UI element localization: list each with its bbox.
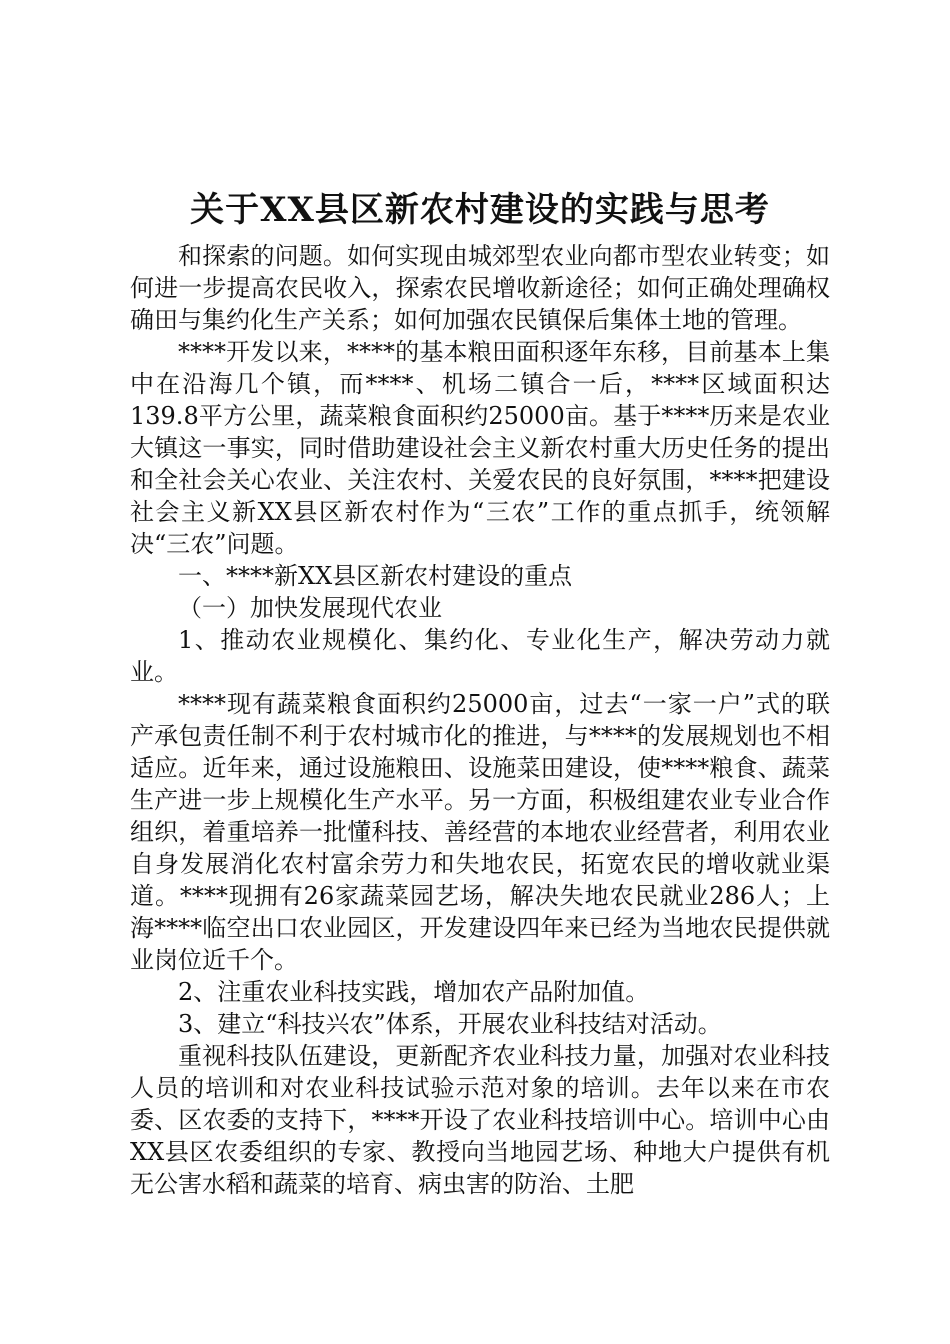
document-title: 关于XX县区新农村建设的实践与思考 [190, 190, 770, 230]
paragraph: ****现有蔬菜粮食面积约25000亩，过去“一家一户”式的联产承包责任制不利于农村城市化的推进，与****的发展规划也不相适应。近年来，通过设施粮田、设施菜田建设，使****粮食、蔬菜生产进一步上规模化生产水平。另一方面，积极组建农业专业合作组织，着重培养一批懂科技、善经营的本地农业经营者，利用农业自身发展消化农村富余劳力和失地农民，拓宽农民的增收就业渠道。****现拥有26家蔬菜园艺场，解决失地农民就业286人；上海****临空出口农业园区，开发建设四年来已经为当地农民提供就业岗位近千个。 [130, 690, 830, 974]
document-page [130, 188, 830, 1200]
paragraph: 和探索的问题。如何实现由城郊型农业向都市型农业转变；如何进一步提高农民收入，探索农民增收新途径；如何正确处理确权确田与集约化生产关系；如何加强农民镇保后集体土地的管理。 [130, 242, 830, 334]
item-heading: 1、推动农业规模化、集约化、专业化生产，解决劳动力就业。 [130, 626, 830, 686]
item-heading: 2、注重农业科技实践，增加农产品附加值。 [178, 978, 650, 1006]
paragraph: 重视科技队伍建设，更新配齐农业科技力量，加强对农业科技人员的培训和对农业科技试验示范对象的培训。去年以来在市农委、区农委的支持下，****开设了农业科技培训中心。培训中心由XX县区农委组织的专家、教授向当地园艺场、种地大户提供有机无公害水稻和蔬菜的培育、病虫害的防治、土肥 [130, 1042, 830, 1198]
item-heading: 3、建立“科技兴农”体系，开展农业科技结对活动。 [178, 1010, 722, 1038]
section-heading: 一、****新XX县区新农村建设的重点 [178, 562, 573, 590]
subsection-heading: （一）加快发展现代农业 [178, 594, 442, 622]
paragraph: ****开发以来，****的基本粮田面积逐年东移，目前基本上集中在沿海几个镇，而****、机场二镇合一后，****区域面积达139.8平方公里，蔬菜粮食面积约25000亩。基于****历来是农业大镇这一事实，同时借助建设社会主义新农村重大历史任务的提出和全社会关心农业、关注农村、关爱农民的良好氛围，****把建设社会主义新XX县区新农村作为“三农”工作的重点抓手，统领解决“三农”问题。 [130, 338, 830, 558]
